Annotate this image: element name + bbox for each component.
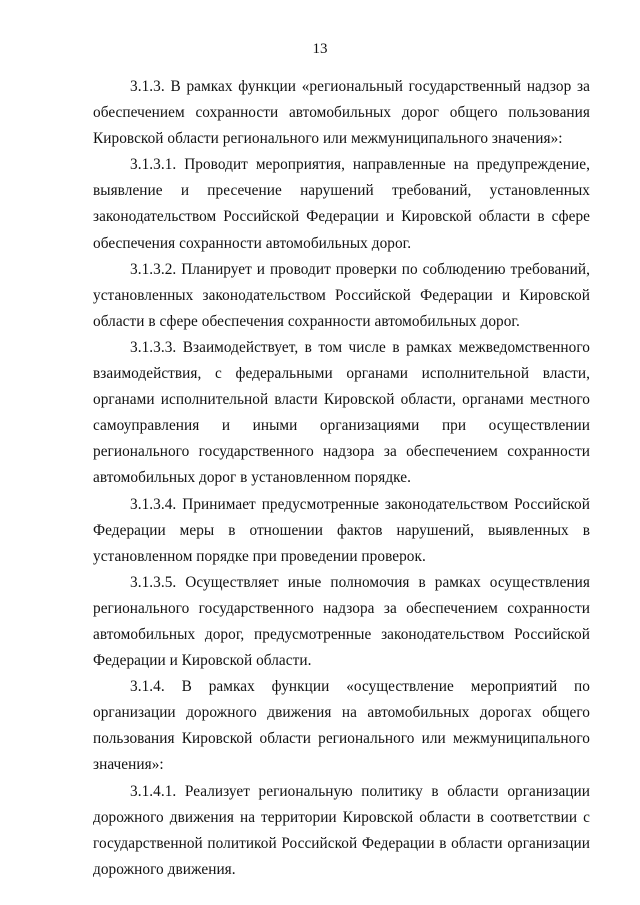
document-body — [93, 74, 590, 883]
paragraph-3-1-3-2: 3.1.3.2. Планирует и проводит проверки по соблюдению требований, установленных законодательством Российской Федерации и Кировской области в сфере обеспечения сохранности автомобильных дорог. — [93, 260, 590, 330]
paragraph-3-1-3-1: 3.1.3.1. Проводит мероприятия, направленные на предупреждение, выявление и пресечение нарушений требований, установленных законодательством Российской Федерации и Кировской области в сфере обеспечения сохранности автомобильных дорог. — [93, 156, 590, 252]
paragraph-3-1-3: 3.1.3. В рамках функции «региональный государственный надзор за обеспечением сохранности автомобильных дорог общего пользования Кировской области регионального или межмуниципального значения»: — [93, 78, 590, 148]
paragraph-3-1-3-4: 3.1.3.4. Принимает предусмотренные законодательством Российской Федерации меры в отношении фактов нарушений, выявленных в установленном порядке при проведении проверок. — [93, 495, 590, 565]
page-number: 13 — [312, 41, 328, 57]
paragraph-3-1-3-3: 3.1.3.3. Взаимодействует, в том числе в рамках межведомственного взаимодействия, с федеральными органами исполнительной власти, органами исполнительной власти Кировской области, органами местного самоуправления и иными организациями при осуществлении регионального государственного надзора за обеспечением сохранности автомобильных дорог в установленном порядке. — [93, 338, 590, 487]
paragraph-3-1-4-1: 3.1.4.1. Реализует региональную политику в области организации дорожного движения на территории Кировской области в соответствии с государственной политикой Российской Федерации в области организации дорожного движения. — [93, 782, 590, 878]
paragraph-3-1-3-5: 3.1.3.5. Осуществляет иные полномочия в рамках осуществления регионального государственного надзора за обеспечением сохранности автомобильных дорог, предусмотренные законодательством Российской Федерации и Кировской области. — [93, 573, 590, 670]
paragraph-3-1-4: 3.1.4. В рамках функции «осуществление мероприятий по организации дорожного движения на автомобильных дорогах общего пользования Кировской области регионального или межмуниципального значения»: — [93, 678, 590, 774]
